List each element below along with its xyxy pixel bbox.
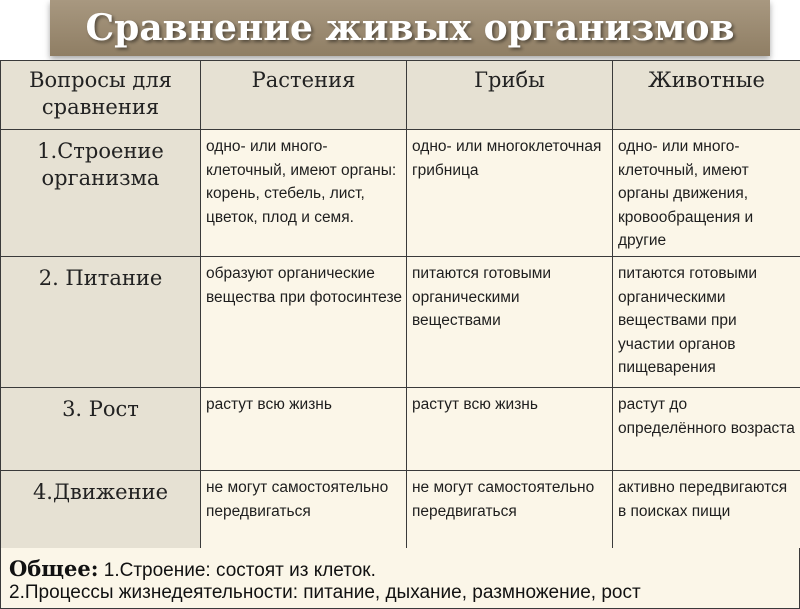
cell-fungi: растут всю жизнь [407, 388, 612, 419]
table-row [1, 130, 800, 257]
cell-animals: питаются готовыми органическими веществами при участии органов пищеварения [613, 257, 800, 382]
header-cell [407, 61, 613, 130]
header-questions: Вопросы для сравнения [1, 61, 200, 121]
summary-label: Общее: [9, 556, 99, 581]
row-question: 2. Питание [1, 257, 200, 292]
cell-plants: одно- или много-клеточный, имеют органы: корень, стебель, лист, цветок, плод и семя. [201, 130, 406, 231]
table-header-row [1, 61, 800, 130]
cell-animals: активно передвигаются в поисках пищи [613, 471, 800, 525]
cell-plants: растут всю жизнь [201, 388, 406, 419]
summary-text-1: 1.Строение: состоят из клеток. [104, 560, 376, 581]
header-cell [613, 61, 800, 130]
header-cell [201, 61, 407, 130]
table-row [1, 388, 800, 471]
row-question: 1.Строение организма [1, 130, 200, 192]
cell-plants: образуют органические вещества при фотосинтезе [201, 257, 406, 311]
summary-line-2: 2.Процессы жизнедеятельности: питание, дыхание, размножение, рост [9, 582, 641, 604]
header-plants: Растения [201, 61, 406, 94]
cell-fungi: питаются готовыми органическими веществами [407, 257, 612, 335]
cell-animals: растут до определённого возраста [613, 388, 800, 442]
summary-line-1 [9, 556, 376, 582]
row-question: 4.Движение [1, 471, 200, 506]
table-row [1, 471, 800, 552]
row-question: 3. Рост [1, 388, 200, 423]
cell-fungi: одно- или многоклеточная грибница [407, 130, 612, 184]
slide-title: Сравнение живых организмов [50, 0, 770, 56]
table-row [1, 257, 800, 388]
comparison-table [0, 60, 800, 552]
cell-fungi: не могут самостоятельно передвигаться [407, 471, 612, 525]
header-fungi: Грибы [407, 61, 612, 94]
header-animals: Животные [613, 61, 800, 94]
cell-animals: одно- или много-клеточный, имеют органы движения, кровообращения и другие [613, 130, 800, 255]
cell-plants: не могут самостоятельно передвигаться [201, 471, 406, 525]
header-cell [1, 61, 201, 130]
